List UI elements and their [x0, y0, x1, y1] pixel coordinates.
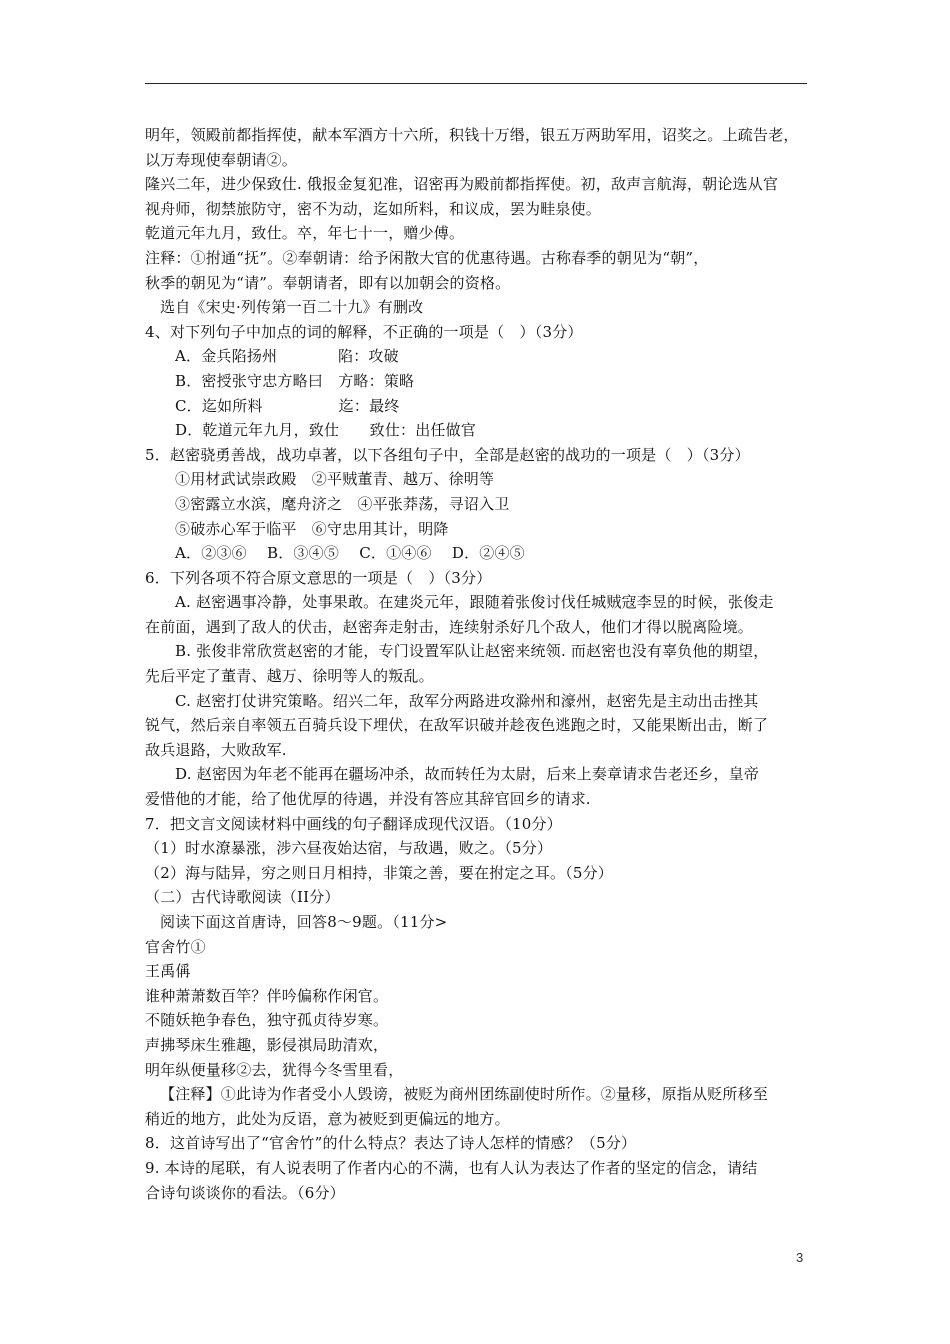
- page-number: 3: [796, 1250, 804, 1265]
- poetry-intro: 阅读下面这首唐诗，回答8～9题。（11分>: [160, 913, 448, 931]
- q4-stem: 4、对下列句子中加点的词的解释，不正确的一项是（ ）（3分）: [145, 322, 583, 341]
- q5-item: ⑤破赤心军于临平 ⑥守忠用其计，明降: [175, 519, 449, 538]
- passage-line: 以万寿现使奉朝请②。: [145, 150, 298, 169]
- poem-line: 明年纵便量移②去，犹得今冬雪里看，: [145, 1060, 404, 1079]
- q4-option: A．金兵陷扬州 陷：攻破: [175, 347, 399, 366]
- q7-stem: 7．把文言文阅读材料中画线的句子翻译成现代汉语。（10分）: [145, 814, 562, 833]
- q6-line: 锐气，然后亲自率领五百骑兵设下埋伏，在敌军识破并趁夜色逃跑之时，又能果断出击，断了: [145, 716, 769, 735]
- q6-line: 爱惜他的才能，给了他优厚的待遇，并没有答应其辞官回乡的请求.: [145, 790, 591, 809]
- poetry-section-title: （二）古代诗歌阅读（II分）: [145, 888, 340, 907]
- note-line: 注释：①拊通“抚”。②奉朝请：给予闲散大官的优惠待遇。古称春季的朝见为“朝”，: [145, 248, 709, 267]
- q7-item: （2）海与陆异，穷之则日月相持，非策之善，要在拊定之耳。（5分）: [145, 863, 613, 882]
- q6-line: B. 张俊非常欣赏赵密的才能，专门设置军队让赵密来统领. 而赵密也没有辜负他的期望，: [175, 642, 769, 661]
- q5-item: ③密露立水滨，麾舟济之 ④平张莽荡，寻诏入卫: [175, 494, 510, 513]
- poem-author: 王禹偁: [145, 962, 191, 981]
- q6-line: 先后平定了董青、越万、徐明等人的叛乱。: [145, 667, 434, 686]
- source-line: 选自《宋史·列传第一百二十九》有删改: [160, 298, 424, 317]
- poem-line: 谁种萧萧数百竿？伴吟偏称作闲官。: [145, 986, 389, 1005]
- q6-line: C. 赵密打仗讲究策略。绍兴二年，敌军分两路进攻滁州和濠州，赵密先是主动出击挫其: [175, 691, 759, 710]
- passage-line: 乾道元年九月，致仕。卒，年七十一，赠少傅。: [145, 224, 465, 243]
- q7-item: （1）时水潦暴涨，涉六昼夜始达宿，与敌遇，败之。（5分）: [145, 839, 553, 858]
- q5-options: A．②③⑥ B．③④⑤ C．①④⑥ D．②④⑤: [175, 544, 525, 563]
- q5-stem: 5．赵密骁勇善战，战功卓著，以下各组句子中，全部是赵密的战功的一项是（ ）（3分）: [145, 445, 750, 464]
- q9-stem: 合诗句谈谈你的看法。（6分）: [145, 1183, 345, 1202]
- passage-line: 视舟师，彻禁旅防守，密不为动，迄如所料，和议成，罢为畦泉使。: [145, 199, 602, 218]
- poem-title: 官舍竹①: [145, 937, 206, 956]
- q8-stem: 8．这首诗写出了“官舍竹”的什么特点？表达了诗人怎样的情感？（5分）: [145, 1134, 637, 1153]
- q4-option: B．密授张守忠方略曰 方略：策略: [175, 371, 415, 390]
- q6-line: A. 赵密遇事冷静，处事果敢。在建炎元年，跟随着张俊讨伐任城贼寇李昱的时候，张俊走: [175, 593, 774, 612]
- q6-line: 敌兵退路，大败敌军.: [145, 740, 287, 759]
- q6-stem: 6．下列各项不符合原文意思的一项是（ ）（3分）: [145, 568, 492, 587]
- poem-note-line: 【注释】①此诗为作者受小人毁谤，被贬为商州团练副使时所作。②量移，原指从贬所移至: [160, 1085, 769, 1104]
- q4-option: C．迄如所料 迄：最终: [175, 396, 400, 415]
- document-body: [145, 123, 807, 1205]
- q6-line: 在前面，遇到了敌人的伏击，赵密奔走射击，连续射杀好几个敌人，他们才得以脱离险境。: [145, 617, 754, 636]
- header-rule: [145, 83, 807, 84]
- poem-note-line: 稍近的地方，此处为反语，意为被贬到更偏远的地方。: [145, 1109, 510, 1128]
- passage-line: 隆兴二年，进少保致仕. 俄报金复犯准，诏密再为殿前都指挥使。初，敌声言航海，朝论选从官: [145, 175, 779, 194]
- q6-line: D. 赵密因为年老不能再在疆场冲杀，故而转任为太尉，后来上奏章请求告老还乡，皇帝: [175, 765, 760, 784]
- q4-option: D．乾道元年九月，致仕 致仕：出任做官: [175, 421, 477, 440]
- poem-line: 声拂琴床生雅趣，影侵祺局助清欢，: [145, 1035, 389, 1054]
- q5-item: ①用材武试崇政殿 ②平贼董青、越万、徐明等: [175, 470, 495, 489]
- passage-line: 明年，领殿前都指挥使，献本军酒方十六所，积钱十万缗，银五万两助军用，诏奖之。上疏告老，: [145, 126, 799, 144]
- q9-stem: 9. 本诗的尾联，有人说表明了作者内心的不满，也有人认为表达了作者的坚定的信念，请结: [145, 1158, 758, 1177]
- poem-line: 不随妖艳争春色，独守孤贞待岁寒。: [145, 1011, 389, 1030]
- note-line: 秋季的朝见为“请”。奉朝请者，即有以加朝会的资格。: [145, 273, 511, 292]
